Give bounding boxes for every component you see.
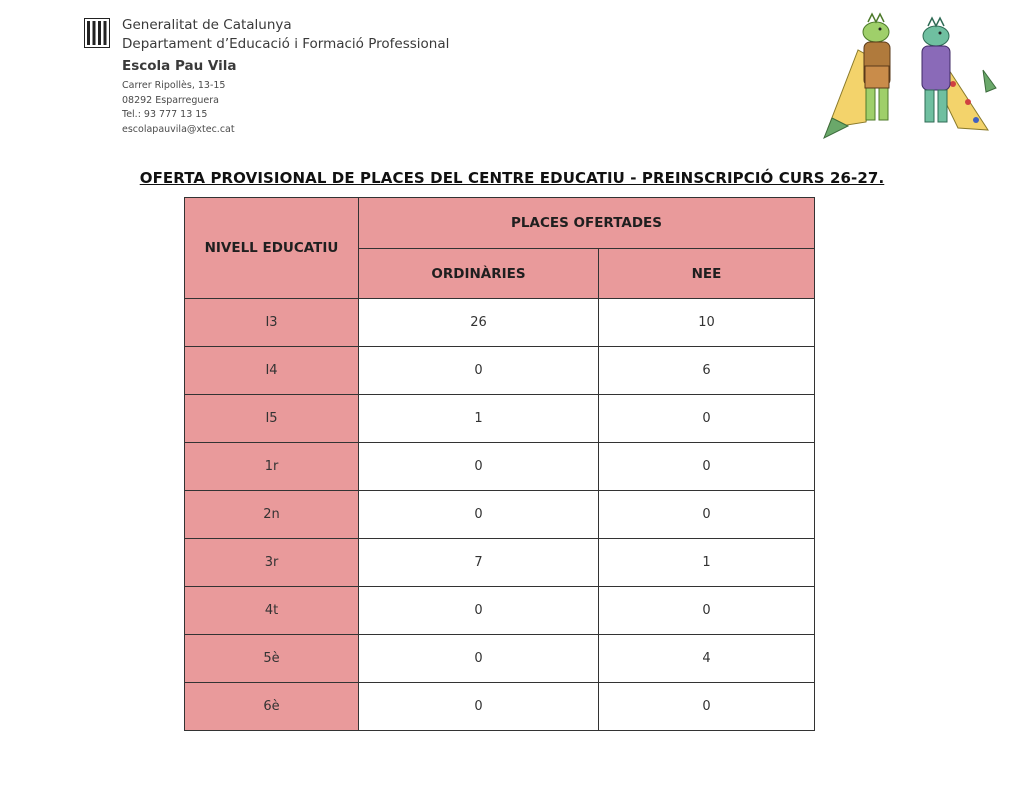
school-city: 08292 Esparreguera	[122, 94, 219, 106]
level-cell: 5è	[185, 635, 359, 683]
header-level: NIVELL EDUCATIU	[185, 198, 359, 299]
page-title: OFERTA PROVISIONAL DE PLACES DEL CENTRE EDUCATIU - PREINSCRIPCIÓ CURS 26-27.	[139, 169, 885, 187]
dinosaurs-illustration-icon	[818, 10, 998, 142]
letterhead	[84, 16, 504, 142]
level-cell: I5	[185, 395, 359, 443]
table-row	[185, 347, 815, 395]
nee-cell: 4	[599, 635, 815, 683]
school-street: Carrer Ripollès, 13-15	[122, 80, 226, 91]
ordinary-cell: 0	[359, 491, 599, 539]
table-row	[185, 443, 815, 491]
school-phone: Tel.: 93 777 13 15	[122, 109, 208, 120]
table-row	[185, 395, 815, 443]
table-row	[185, 587, 815, 635]
level-cell: 4t	[185, 587, 359, 635]
header-ordinary: ORDINÀRIES	[359, 249, 599, 299]
table-row	[185, 539, 815, 587]
nee-cell: 1	[599, 539, 815, 587]
ordinary-cell: 0	[359, 683, 599, 731]
header-places-offered: PLACES OFERTADES	[359, 198, 815, 249]
level-cell: I4	[185, 347, 359, 395]
level-cell: 1r	[185, 443, 359, 491]
ordinary-cell: 0	[359, 587, 599, 635]
level-cell: 6è	[185, 683, 359, 731]
header-nee: NEE	[599, 249, 815, 299]
table-row	[185, 683, 815, 731]
table-row	[185, 491, 815, 539]
nee-cell: 6	[599, 347, 815, 395]
ordinary-cell: 0	[359, 347, 599, 395]
places-table	[184, 197, 815, 731]
ordinary-cell: 0	[359, 635, 599, 683]
table-row	[185, 299, 815, 347]
nee-cell: 10	[599, 299, 815, 347]
nee-cell: 0	[599, 683, 815, 731]
ordinary-cell: 7	[359, 539, 599, 587]
school-email: escolapauvila@xtec.cat	[122, 123, 235, 135]
nee-cell: 0	[599, 491, 815, 539]
nee-cell: 0	[599, 443, 815, 491]
level-cell: 2n	[185, 491, 359, 539]
school-name: Escola Pau Vila	[122, 58, 237, 74]
nee-cell: 0	[599, 395, 815, 443]
level-cell: I3	[185, 299, 359, 347]
table-row	[185, 635, 815, 683]
ordinary-cell: 1	[359, 395, 599, 443]
nee-cell: 0	[599, 587, 815, 635]
ordinary-cell: 0	[359, 443, 599, 491]
generalitat-logo-icon	[84, 18, 110, 48]
department-name: Departament d’Educació i Formació Professional	[122, 36, 450, 52]
government-name: Generalitat de Catalunya	[122, 17, 292, 33]
ordinary-cell: 26	[359, 299, 599, 347]
level-cell: 3r	[185, 539, 359, 587]
